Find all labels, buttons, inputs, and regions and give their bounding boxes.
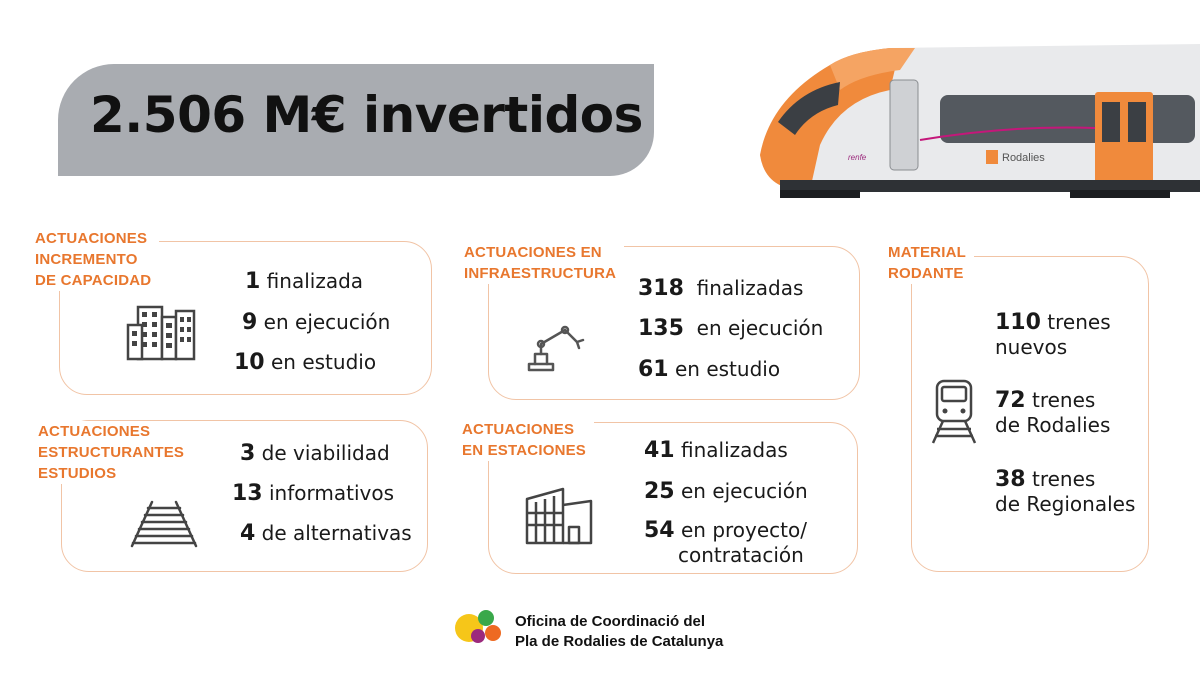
stat-estaciones-ejecucion xyxy=(644,479,808,504)
stat-text-line2: de Regionales xyxy=(995,492,1136,516)
stat-number: 3 xyxy=(240,441,256,466)
stat-estudios-viabilidad xyxy=(240,441,390,466)
stat-number: 110 xyxy=(995,310,1041,335)
stat-text-line2: nuevos xyxy=(995,335,1068,359)
stat-text: finalizada xyxy=(266,269,364,293)
label-line: ESTUDIOS xyxy=(38,465,117,482)
railway-track-icon xyxy=(126,500,202,548)
stat-number: 38 xyxy=(995,467,1026,492)
stat-infra-ejecucion xyxy=(638,316,823,341)
stat-text: informativos xyxy=(268,481,394,505)
stat-trenes-nuevos xyxy=(995,310,1111,360)
label-estaciones xyxy=(462,419,594,461)
buildings-icon xyxy=(126,303,198,361)
stat-text: en ejecución xyxy=(696,316,824,340)
headline-banner xyxy=(58,64,654,176)
stat-text: en estudio xyxy=(674,357,781,381)
train-image xyxy=(740,30,1200,205)
label-line: INCREMENTO xyxy=(35,251,138,268)
stat-estudios-informativos xyxy=(232,481,394,506)
stat-number: 10 xyxy=(234,350,265,375)
stat-trenes-rodalies xyxy=(995,388,1110,438)
stat-text: en ejecución xyxy=(263,310,391,334)
footer-organization xyxy=(515,612,723,652)
stat-number: 4 xyxy=(240,521,256,546)
stat-number: 41 xyxy=(644,438,675,463)
stat-number: 25 xyxy=(644,479,675,504)
stat-text: de viabilidad xyxy=(261,441,390,465)
stat-infra-estudio xyxy=(638,357,780,382)
label-line: INFRAESTRUCTURA xyxy=(464,265,617,282)
label-line: ACTUACIONES EN xyxy=(464,244,602,261)
stat-text: trenes xyxy=(1031,388,1096,412)
label-infraestructura xyxy=(464,242,624,284)
label-line: MATERIAL xyxy=(888,244,966,261)
stat-text-line2: de Rodalies xyxy=(995,413,1111,437)
headline-title: 2.506 M€ invertidos xyxy=(90,86,643,144)
label-line: DE CAPACIDAD xyxy=(35,272,152,289)
label-line: EN ESTACIONES xyxy=(462,442,587,459)
stat-estudios-alternativas xyxy=(240,521,412,546)
label-line: ACTUACIONES xyxy=(462,421,575,438)
stat-number: 72 xyxy=(995,388,1026,413)
label-line: ACTUACIONES xyxy=(35,230,148,247)
stat-text: en ejecución xyxy=(680,479,808,503)
train-operator-text: renfe xyxy=(848,153,867,162)
stat-text: finalizadas xyxy=(696,276,804,300)
stat-capacidad-finalizada xyxy=(245,269,363,294)
stat-infra-finalizadas xyxy=(638,276,803,301)
office-logo-icon xyxy=(452,609,504,645)
stat-estaciones-finalizadas xyxy=(644,438,788,463)
stat-number: 1 xyxy=(245,269,261,294)
stat-number: 54 xyxy=(644,518,675,543)
stat-number: 13 xyxy=(232,481,263,506)
stat-estaciones-proyecto xyxy=(644,518,807,568)
stat-text: en proyecto/ xyxy=(680,518,807,542)
label-line: RODANTE xyxy=(888,265,964,282)
label-material xyxy=(888,242,974,284)
stat-text: en estudio xyxy=(270,350,377,374)
stat-capacidad-estudio xyxy=(234,350,376,375)
stat-text: de alternativas xyxy=(261,521,412,545)
stat-capacidad-ejecucion xyxy=(242,310,390,335)
train-brand-text: Rodalies xyxy=(1002,152,1045,164)
label-line: ACTUACIONES xyxy=(38,423,151,440)
stat-number: 61 xyxy=(638,357,669,382)
stat-text-line2: contratación xyxy=(678,543,804,567)
stat-text: trenes xyxy=(1047,310,1111,334)
stat-number: 318 xyxy=(638,276,684,301)
stat-trenes-regionales xyxy=(995,467,1135,517)
footer-line: Oficina de Coordinació del xyxy=(515,613,706,630)
station-building-icon xyxy=(523,485,595,545)
stat-number: 135 xyxy=(638,316,684,341)
footer-line: Pla de Rodalies de Catalunya xyxy=(515,633,724,650)
train-icon xyxy=(929,379,979,445)
stat-text: trenes xyxy=(1031,467,1096,491)
stat-number: 9 xyxy=(242,310,258,335)
label-line: ESTRUCTURANTES xyxy=(38,444,185,461)
label-estudios xyxy=(38,421,192,484)
stat-text: finalizadas xyxy=(680,438,788,462)
robotic-arm-icon xyxy=(525,320,589,372)
label-capacidad xyxy=(35,228,159,291)
